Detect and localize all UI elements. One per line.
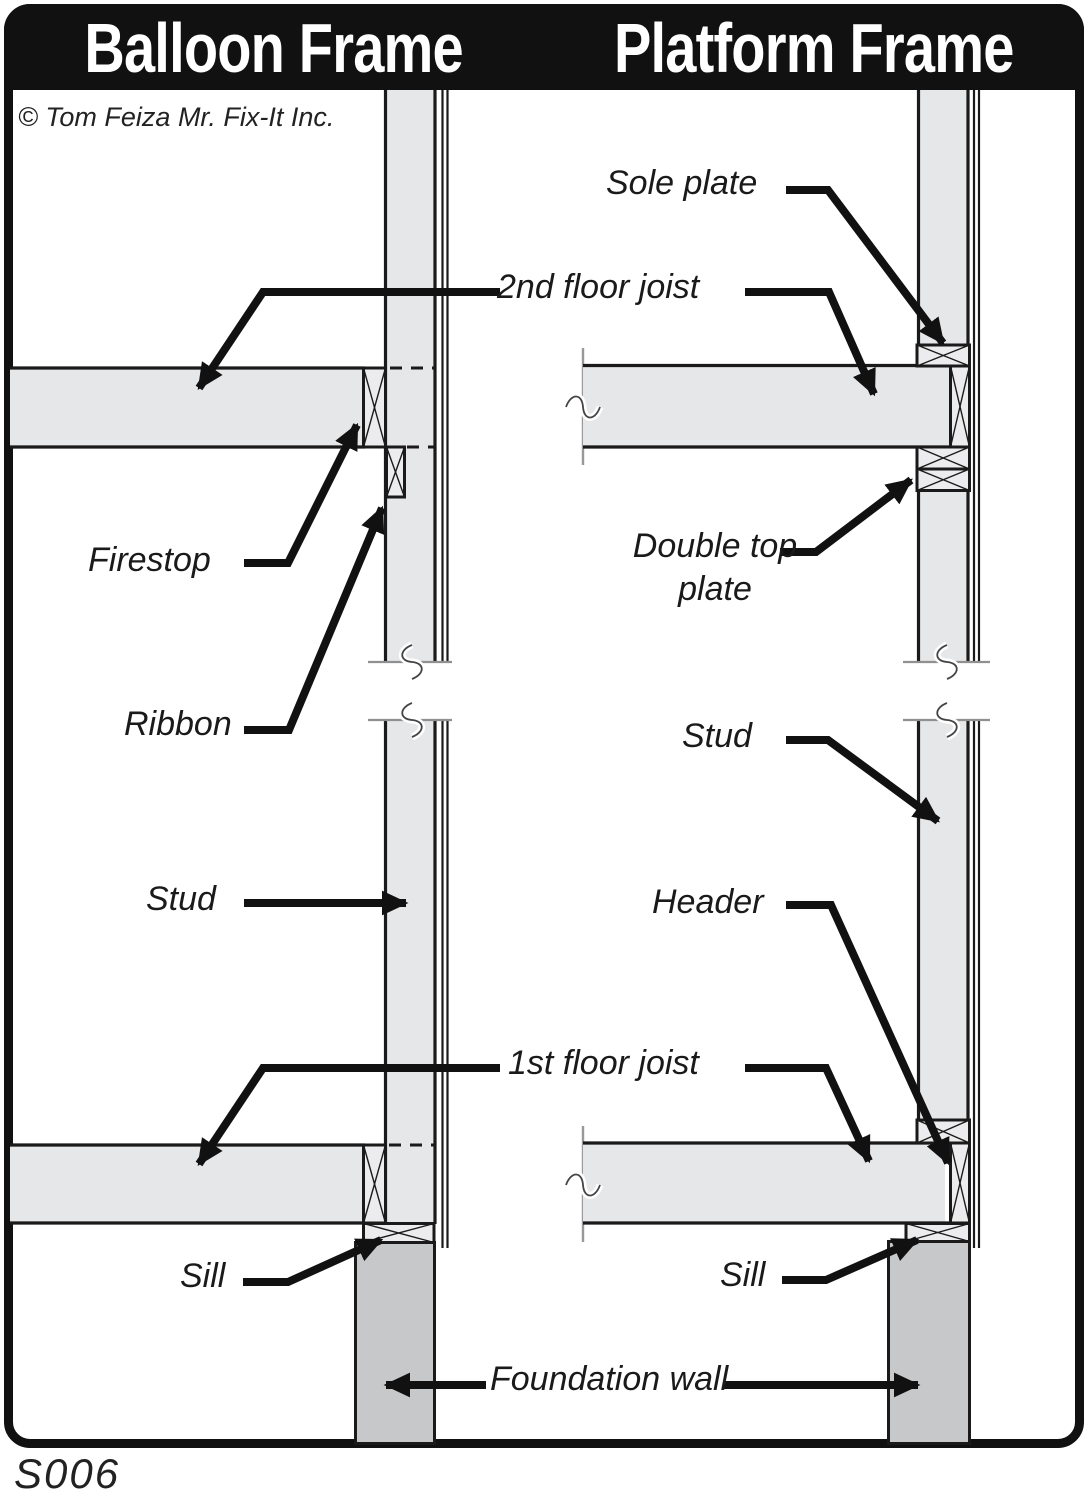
balloon-ribbon-lower [364,1145,386,1223]
figure-id: S006 [14,1450,121,1497]
balloon-sheathing [443,90,448,1248]
label-foundation-wall: Foundation wall [490,1360,729,1398]
balloon-first-floor-joist [10,1145,365,1223]
balloon-foundation-wall [356,1243,435,1444]
label-double-top-plate: Double top plate [632,527,798,608]
balloon-frame-title: Balloon Frame [84,9,464,87]
label-sole-plate: Sole plate [606,164,758,202]
label-2nd-floor-joist: 2nd floor joist [497,268,700,306]
label-firestop: Firestop [88,541,211,579]
platform-wall [919,90,980,1248]
platform-foundation-wall [889,1242,970,1444]
copyright-text: © Tom Feiza Mr. Fix-It Inc. [18,102,335,132]
label-header: Header [652,883,764,921]
platform-rim-joist-upper [951,366,970,447]
balloon-ribbon-upper [364,368,386,447]
label-sill-platform: Sill [720,1256,766,1294]
platform-double-top-plate [917,447,970,491]
platform-sole-plate-upper [917,345,970,366]
platform-first-floor-joist [566,1126,951,1242]
label-stud-platform: Stud [682,717,752,755]
platform-sole-plate-lower [917,1120,970,1143]
balloon-second-floor-joist [10,368,365,447]
balloon-firestop-box [387,447,405,497]
label-stud-balloon: Stud [146,880,216,918]
label-sill-balloon: Sill [180,1257,226,1295]
platform-second-floor-joist [566,348,951,465]
label-1st-floor-joist: 1st floor joist [508,1044,699,1082]
platform-header-rim-joist [951,1143,970,1223]
wall-break-marks [368,645,990,737]
label-ribbon: Ribbon [124,705,232,743]
platform-frame-title: Platform Frame [614,9,1014,87]
arrow-stud-right [786,740,938,821]
platform-sheathing [974,90,979,1248]
arrow-ribbon [244,508,382,730]
balloon-wall [386,90,448,1248]
